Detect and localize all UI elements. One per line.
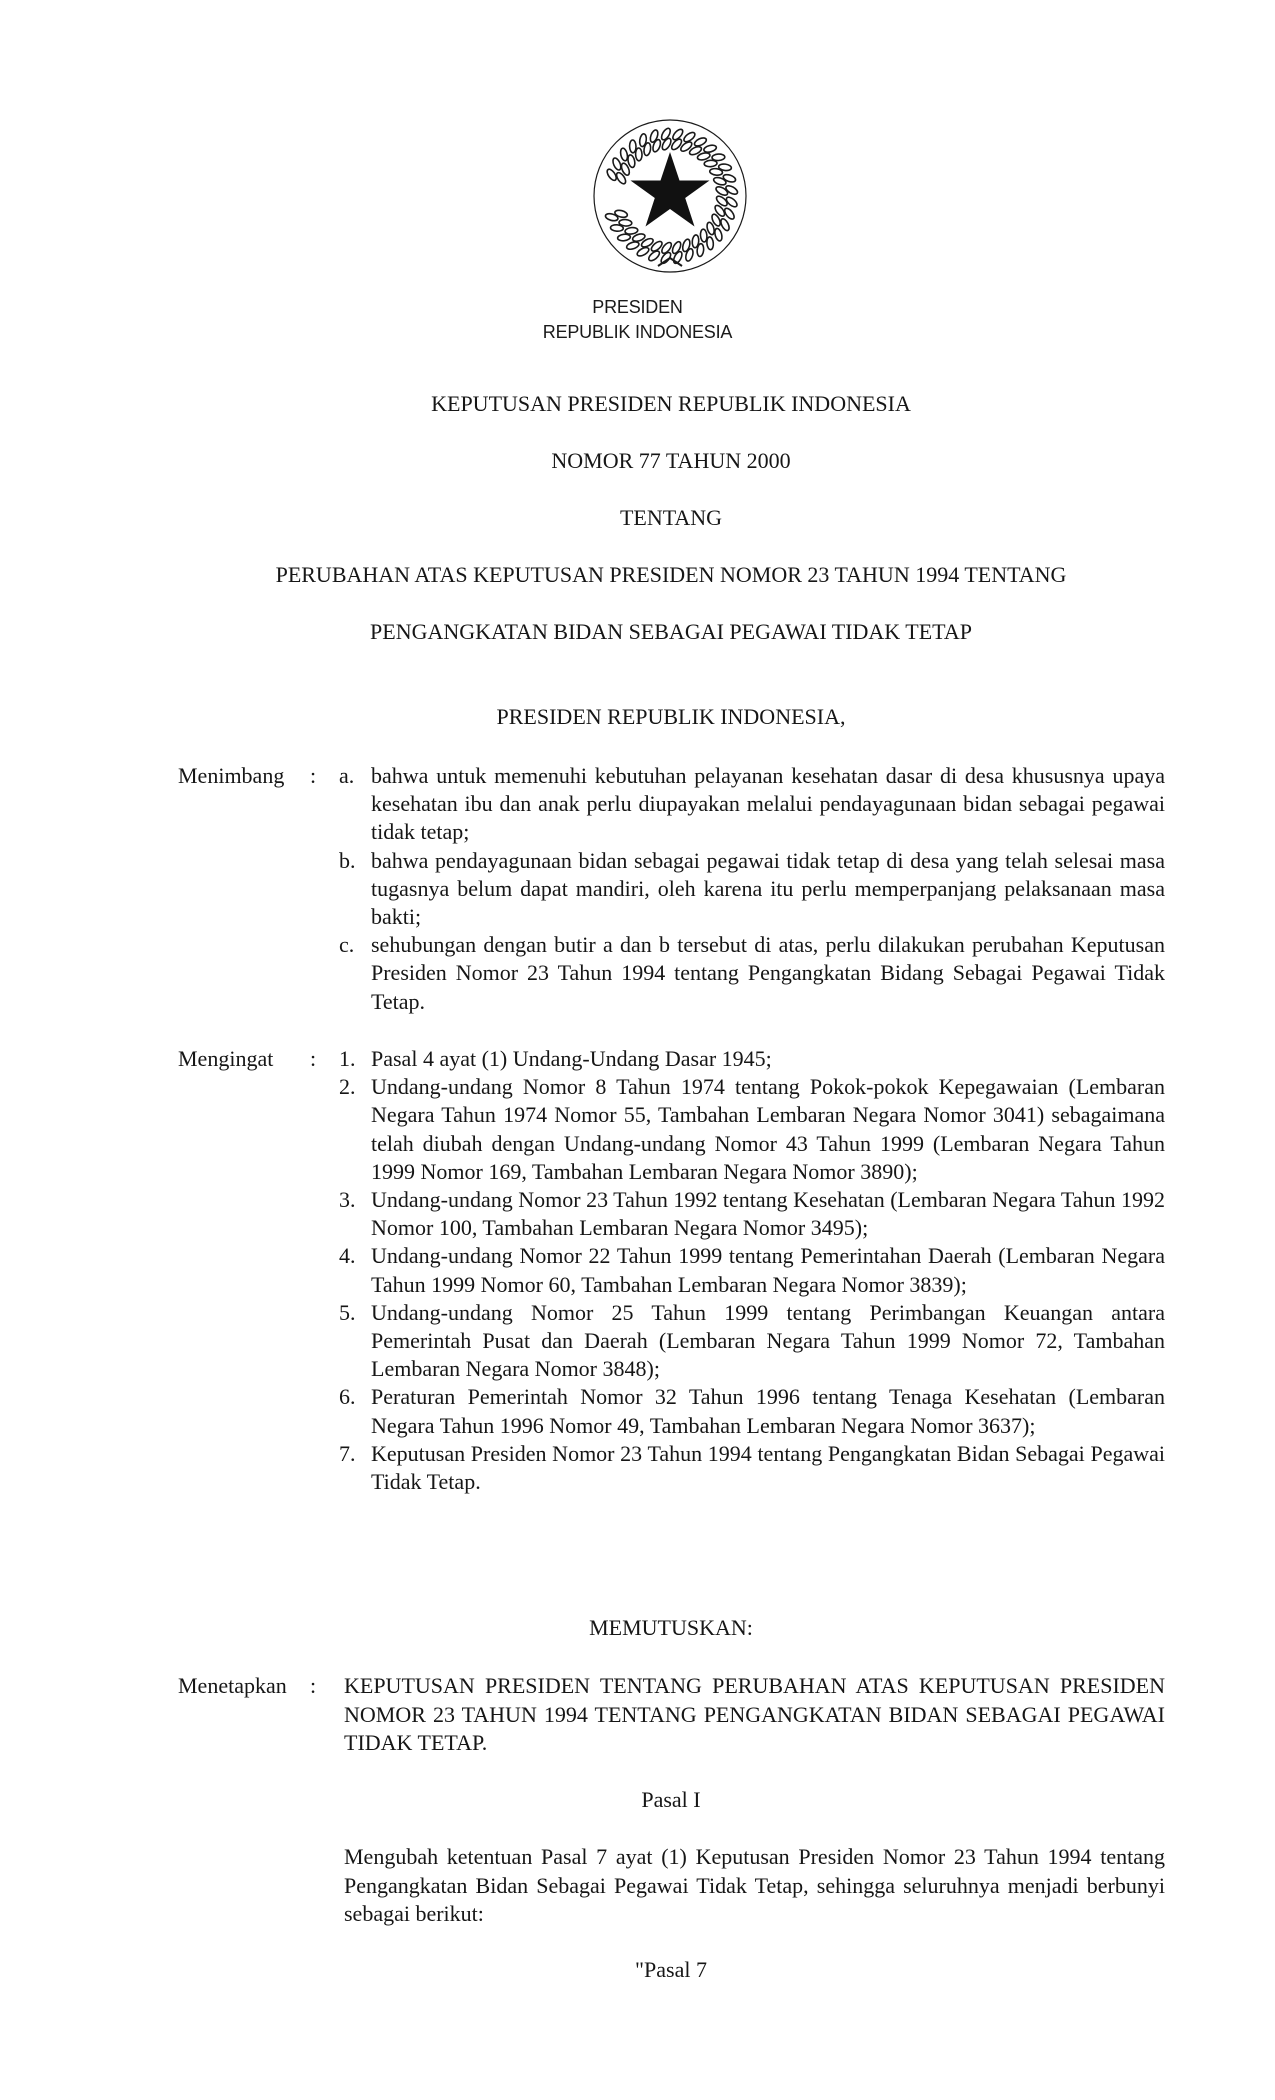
menetapkan-colon: : (310, 1673, 317, 1698)
list-item-text: Undang-undang Nomor 22 Tahun 1999 tentang Pemerintahan Daerah (Lembaran Negara Tahun 1999 Nomor 60, Tambahan Lembaran Negara Nomor 3839); (371, 1243, 1165, 1297)
decree-subject-line-2: PENGANGKATAN BIDAN SEBAGAI PEGAWAI TIDAK TETAP (370, 619, 972, 644)
pasal-7-heading: "Pasal 7 (635, 1957, 707, 1982)
list-item-text: bahwa pendayagunaan bidan sebagai pegawai tidak tetap di desa yang telah selesai masa tugasnya belum dapat mandiri, oleh karena itu perlu memperpanjang pelaksanaan masa bakti; (371, 847, 1165, 930)
list-marker: 7. (339, 1440, 356, 1466)
mengingat-list (339, 1045, 1165, 1496)
list-item (339, 1242, 1165, 1298)
mengingat-label: Mengingat (178, 1046, 274, 1071)
list-marker: 6. (339, 1384, 356, 1410)
menetapkan-label: Menetapkan (178, 1673, 287, 1698)
decree-title: KEPUTUSAN PRESIDEN REPUBLIK INDONESIA (431, 391, 911, 416)
mengingat-colon: : (310, 1046, 317, 1071)
list-marker: a. (339, 763, 355, 788)
institution-line-1: PRESIDEN (592, 297, 683, 317)
menimbang-colon: : (310, 763, 317, 788)
menetapkan-text: KEPUTUSAN PRESIDEN TENTANG PERUBAHAN ATAS KEPUTUSAN PRESIDEN NOMOR 23 TAHUN 1994 TENTANG PENGANGKATAN BIDAN SEBAGAI PEGAWAI TIDAK TETAP. (344, 1673, 1165, 1755)
list-item (339, 931, 1165, 1016)
list-item-text: sehubungan dengan butir a dan b tersebut di atas, perlu dilakukan perubahan Keputusan Presiden Nomor 23 Tahun 1994 tentang Pengangkatan Bidang Sebagai Pegawai Tidak Tetap. (371, 932, 1165, 1014)
list-marker: b. (339, 847, 356, 873)
issuer: PRESIDEN REPUBLIK INDONESIA, (496, 704, 846, 729)
list-item (339, 1299, 1165, 1384)
list-item (339, 847, 1165, 932)
list-marker: 4. (339, 1243, 356, 1269)
pasal-i-text: Mengubah ketentuan Pasal 7 ayat (1) Keputusan Presiden Nomor 23 Tahun 1994 tentang Pengangkatan Bidan Sebagai Pegawai Tidak Tetap, sehingga seluruhnya menjadi berbunyi sebagai berikut: (344, 1844, 1165, 1926)
list-item (339, 1045, 1165, 1073)
list-marker: 3. (339, 1187, 356, 1213)
menimbang-list (339, 762, 1165, 1016)
garuda-emblem-icon (588, 116, 752, 280)
list-item-text: Undang-undang Nomor 8 Tahun 1974 tentang Pokok-pokok Kepegawaian (Lembaran Negara Tahun 1974 Nomor 55, Tambahan Lembaran Negara Nomor 3041) sebagaimana telah diubah dengan Undang-undang Nomor 43 Tahun 1999 (Lembaran Negara Tahun 1999 Nomor 169, Tambahan Lembaran Negara Nomor 3890); (371, 1074, 1165, 1184)
list-item (339, 1383, 1165, 1439)
list-marker: 1. (339, 1046, 356, 1071)
memutuskan-heading: MEMUTUSKAN: (589, 1615, 753, 1640)
menimbang-label: Menimbang (178, 763, 285, 788)
list-marker: 2. (339, 1074, 356, 1100)
decree-tentang: TENTANG (619, 505, 723, 530)
list-item (339, 1440, 1165, 1496)
list-item (339, 762, 1165, 847)
list-item-text: bahwa untuk memenuhi kebutuhan pelayanan kesehatan dasar di desa khususnya upaya kesehatan ibu dan anak perlu diupayakan melalui pendayagunaan bidan sebagai pegawai tidak tetap; (371, 763, 1165, 845)
list-item (339, 1186, 1165, 1242)
list-marker: 5. (339, 1299, 356, 1325)
list-item-text: Keputusan Presiden Nomor 23 Tahun 1994 tentang Pengangkatan Bidan Sebagai Pegawai Tidak Tetap. (371, 1440, 1165, 1495)
list-item-text: Pasal 4 ayat (1) Undang-Undang Dasar 1945; (371, 1046, 772, 1071)
pasal-i-heading: Pasal I (641, 1787, 701, 1812)
institution-line-2: REPUBLIK INDONESIA (542, 322, 733, 342)
list-item (339, 1073, 1165, 1186)
list-item-text: Peraturan Pemerintah Nomor 32 Tahun 1996 tentang Tenaga Kesehatan (Lembaran Negara Tahun 1996 Nomor 49, Tambahan Lembaran Negara Nomor 3637); (371, 1384, 1165, 1438)
decree-number: NOMOR 77 TAHUN 2000 (551, 448, 791, 473)
list-marker: c. (339, 932, 355, 958)
list-item-text: Undang-undang Nomor 25 Tahun 1999 tentang Perimbangan Keuangan antara Pemerintah Pusat dan Daerah (Lembaran Negara Tahun 1999 Nomor 72, Tambahan Lembaran Negara Nomor 3848); (371, 1299, 1165, 1382)
list-item-text: Undang-undang Nomor 23 Tahun 1992 tentang Kesehatan (Lembaran Negara Tahun 1992 Nomor 100, Tambahan Lembaran Negara Nomor 3495); (371, 1187, 1165, 1241)
decree-subject-line-1: PERUBAHAN ATAS KEPUTUSAN PRESIDEN NOMOR 23 TAHUN 1994 TENTANG (275, 562, 1067, 587)
